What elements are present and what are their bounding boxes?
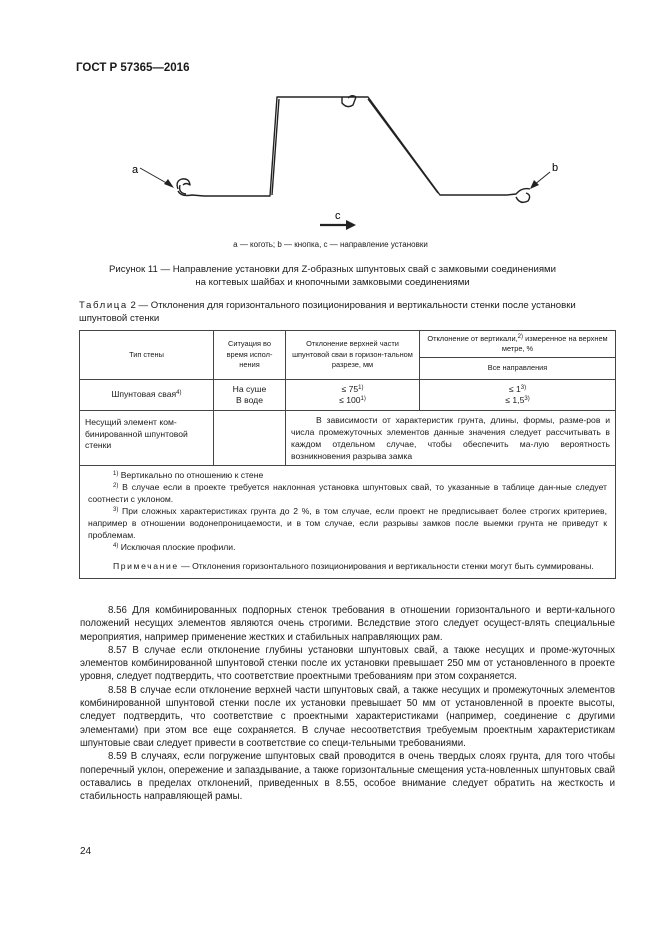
header-vertical-text: Отклонение от вертикали, xyxy=(427,333,518,343)
deviation-table xyxy=(79,330,616,579)
cell-combined-text xyxy=(286,411,616,466)
header-wall-type: Тип стены xyxy=(80,331,214,380)
figure-legend: a — коготь; b — кнопка, c — направление установки xyxy=(233,240,428,249)
label-a: a xyxy=(132,164,139,176)
footnote-1-mark: 1) xyxy=(113,471,119,477)
footnote-4 xyxy=(88,541,607,553)
cell-top-values xyxy=(286,380,420,411)
vert-value-land-sup: 3) xyxy=(520,384,527,391)
header-vertical-tail: измеренное на верхнем метре, % xyxy=(501,333,608,353)
footnote-2-text: В случае если в проекте требуется наклонная установка шпунтовых свай, то указанные в таблице дан-ные следует соотнести с уклоном. xyxy=(88,482,607,504)
combined-description: В зависимости от характеристик грунта, длины, формы, разме-ров и числа промежуточных элементов данные значения следует рассчитывать в каждом отдельном случае, чтобы обеспечить ма-лую вероятность возникновения разрыва замка xyxy=(291,415,610,461)
figure-caption xyxy=(80,263,585,289)
cell-on-land: На суше xyxy=(232,383,267,394)
figure-caption-line2: на когтевых шайбах и кнопочными замковыми соединениями xyxy=(195,277,470,288)
paragraph-8-58: 8.58 В случае если отклонение верхней части шпунтовых свай, а также несущих и промежуточных элементов комбинированной шпунтовой стенки после их установки превышает 50 мм от установленной в проекте высоты, следует подтвердить, что соответствие с проектными характеристиками (например, соединение с другими элементами) при этом все еще сохраняется. В случае несоответствия требуемым проектным характеристикам шпунтовые сваи следует привести в соответствие со специ-тельными требованиями. xyxy=(80,684,615,749)
cell-sheet-pile-sup: 4) xyxy=(176,390,182,397)
header-top-deviation: Отклонение верхней части шпунтовой сваи в горизон-тальном разрезе, мм xyxy=(286,331,420,380)
document-header: ГОСТ Р 57365—2016 xyxy=(76,62,190,74)
footnote-3-text: При сложных характеристиках грунта до 2 %, в том случае, если проект не предписывает более строгих критериев, например в отношении водонепроницаемости, и в том случае, если разрывы замков после выемки грунта не приведут к проблемам. xyxy=(88,506,607,540)
header-vertical-sup: 2) xyxy=(517,333,524,340)
footnote-2 xyxy=(88,481,607,505)
page-number: 24 xyxy=(80,846,92,857)
paragraph-8-59: 8.59 В случаях, если погружение шпунтовых свай проводится в очень твердых слоях грунта, для того чтобы поперечный уклон, опережение и запаздывание, а также горизонтальные смещения уста-новленных шпунтовых свай оставались в пределах отклонений, приведенных в 8.55, особое внимание следует обратить на жесткость и стабильность направляющей рамы. xyxy=(80,751,615,803)
table-caption-text: 2 — Отклонения для горизонтального позиционирования и вертикальности стенки после установки шпунтовой стенки xyxy=(79,300,576,324)
paragraph-8-57: 8.57 В случае если отклонение глубины установки шпунтовых свай, а также несущих и проме-жуточных элементов комбинированной шпунтовой стенки после их установки превышает 250 мм от установленного в проекте уровня, следует подтвердить, что соответствие проектными требованиям при этом сохраняется. xyxy=(80,644,615,683)
arrow-b xyxy=(530,172,550,189)
cell-sheet-pile-text: Шпунтовая свая xyxy=(111,389,177,400)
footnote-4-text: Исключая плоские профили. xyxy=(120,542,236,552)
arrow-a xyxy=(140,168,174,188)
table-note xyxy=(88,560,607,572)
cell-vertical-values xyxy=(420,380,616,411)
pile-profile xyxy=(177,96,530,203)
header-all-directions: Все направления xyxy=(420,358,616,380)
top-value-water: ≤ 100 xyxy=(339,395,361,405)
table-row xyxy=(80,380,616,411)
cell-empty xyxy=(214,411,286,466)
table-caption-word: Таблица xyxy=(79,300,128,311)
table-caption xyxy=(79,299,619,325)
figure-caption-line1: Рисунок 11 — Направление установки для Z-образных шпунтовых свай с замковыми соединениями xyxy=(109,264,556,275)
footnote-1-text: Вертикально по отношению к стене xyxy=(120,470,264,480)
table-header-row xyxy=(80,331,616,358)
footnote-4-mark: 4) xyxy=(113,543,119,549)
label-b: b xyxy=(552,162,559,174)
header-vertical-deviation xyxy=(420,331,616,358)
footnote-1 xyxy=(88,469,607,481)
vert-value-water: ≤ 1,5 xyxy=(505,395,525,405)
cell-in-water: В воде xyxy=(236,395,263,405)
z-sheet-pile-diagram xyxy=(120,85,559,235)
note-label: Примечание xyxy=(113,561,179,571)
footnote-3 xyxy=(88,505,607,541)
table-footnotes xyxy=(80,466,616,579)
note-text: — Отклонения горизонтального позиционирования и вертикальности стенки могут быть суммированы. xyxy=(178,561,594,571)
body-text xyxy=(80,604,615,803)
cell-situation xyxy=(214,380,286,411)
cell-combined-wall: Несущий элемент ком-бинированной шпунтовой стенки xyxy=(80,411,214,466)
footnote-3-mark: 3) xyxy=(113,507,119,513)
vert-value-land: ≤ 1 xyxy=(508,383,521,394)
vert-value-water-sup: 3) xyxy=(524,396,530,402)
paragraph-8-56: 8.56 Для комбинированных подпорных стенок требования в отношении горизонтального и верти-кального положений несущих элементов являются очень строгими. Вследствие этого следует осущест-влять специальные мероприятия, например применение жестких и стабильных направляющих рам. xyxy=(80,605,615,643)
top-value-land: ≤ 75 xyxy=(341,383,359,394)
top-value-land-sup: 1) xyxy=(358,384,364,391)
table-row xyxy=(80,411,616,466)
top-value-water-sup: 1) xyxy=(360,396,366,402)
header-situation: Ситуация во время испол-нения xyxy=(214,331,286,380)
cell-sheet-pile xyxy=(80,380,214,411)
label-c: c xyxy=(335,210,341,222)
footnote-2-mark: 2) xyxy=(113,483,119,489)
table-footnotes-row xyxy=(80,466,616,579)
